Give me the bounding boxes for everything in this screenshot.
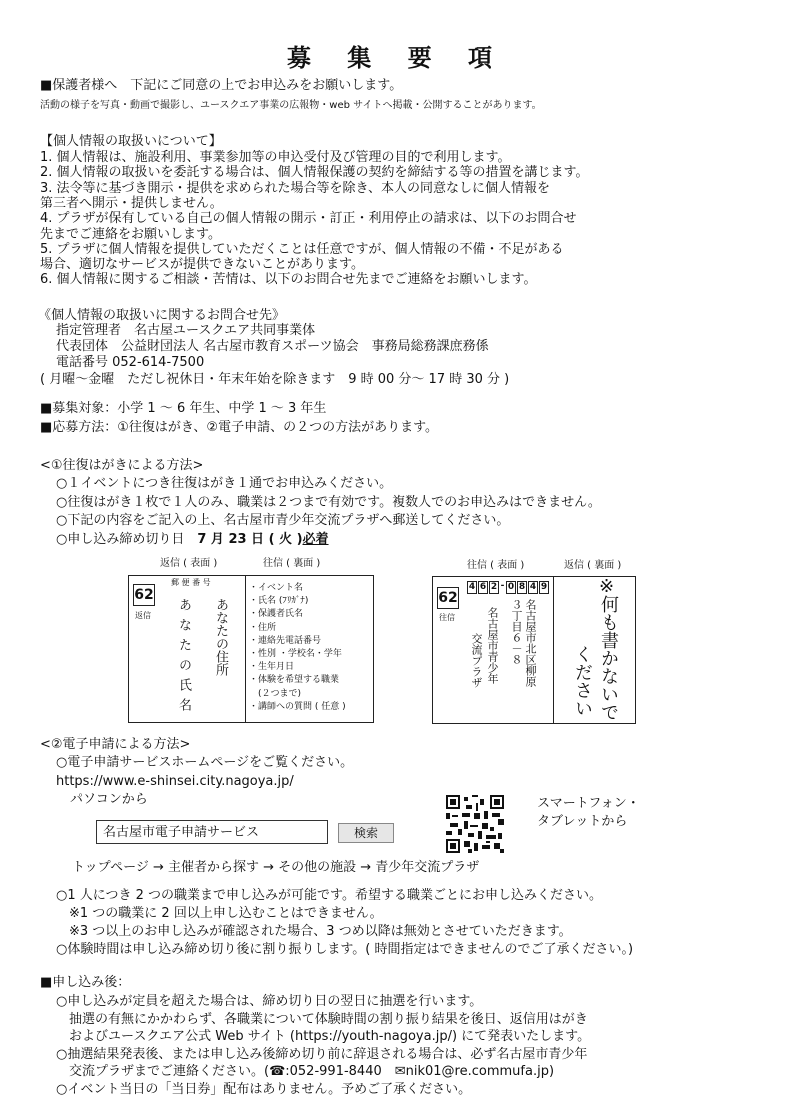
zip-digit: 4 xyxy=(468,582,476,592)
privacy-item: 6. 個人情報に関するご相談・苦情は、以下のお問合せ先までご連絡をお願いします。 xyxy=(40,272,537,288)
after-heading: ■申し込み後： xyxy=(40,975,131,990)
privacy-item: 5. プラザに個人情報を提供していただくことは任意ですが、個人情報の不備・不足がある xyxy=(40,241,564,257)
after-item: 抽選の有無にかかわらず、各職業について体験時間の割り振り結果を後日、返信用はがき xyxy=(56,1011,588,1027)
smartphone-label-1: スマートフォン・ xyxy=(537,796,640,811)
right-card-note-line2: ください xyxy=(572,645,593,717)
left-card-field: ・体験を希望する職業 xyxy=(249,675,340,686)
left-card-stamp-sub: 返信 xyxy=(135,611,151,620)
right-card-recipient: 名古屋市青少年 xyxy=(486,607,499,684)
left-card-field: ・講師への質問 ( 任意 ) xyxy=(249,701,346,712)
after-item: ○イベント当日の「当日券」配布はありません。予めご了承ください。 xyxy=(56,1081,472,1097)
postcard-item: ○往復はがき１枚で１人のみ、職業は２つまで有効です。複数人でのお申込みはできません。 xyxy=(56,494,601,510)
privacy-heading: 【個人情報の取扱いについて】 xyxy=(40,134,222,149)
online-pc-label: パソコンから xyxy=(70,792,148,807)
right-card-label-front: 往信 ( 表面 ) xyxy=(467,560,525,571)
left-card-field: ・性別 ・学校名・学年 xyxy=(249,649,342,659)
left-card-address: あなたの住所 xyxy=(213,598,228,676)
right-card-note-line1: 何も書かないで xyxy=(598,595,619,721)
after-item: ○抽選結果発表後、または申し込み後締め切り前に辞退される場合は、必ず名古屋市青少年 xyxy=(56,1046,588,1062)
page-title: 募 集 要 項 xyxy=(286,44,507,72)
left-card-name: あなたの氏名 xyxy=(176,598,191,718)
search-input[interactable] xyxy=(96,820,328,844)
right-card-zip xyxy=(467,581,549,594)
left-card-field: ・生年月日 xyxy=(249,662,295,673)
photo-notice: 活動の様子を写真・動画で撮影し、ユースクエア事業の広報物・web サイトへ掲載・公開することがあります。 xyxy=(40,100,542,111)
contact-heading: 《個人情報の取扱いに関するお問合せ先》 xyxy=(38,308,286,323)
navigation-path: トップページ → 主催者から探す → その他の施設 → 青少年交流プラザ xyxy=(72,860,480,875)
left-card-label-front: 返信 ( 表面 ) xyxy=(160,558,218,569)
zip-digit: 9 xyxy=(540,582,548,592)
contact-hours: ( 月曜～金曜 ただし祝休日・年末年始を除きます 9 時 00 分～ 17 時 30 分 ) xyxy=(40,372,510,387)
right-postcard xyxy=(432,576,636,724)
rule-item: ※1 つの職業に 2 回以上申し込むことはできません。 xyxy=(56,906,383,921)
right-card-recipient2: 交流プラザ xyxy=(470,633,483,688)
right-card-label-back: 返信 ( 裏面 ) xyxy=(564,560,622,571)
right-card-divider xyxy=(553,577,554,723)
zip-digit: 8 xyxy=(518,582,526,592)
privacy-item: 4. プラザが保有している自己の個人情報の開示・訂正・利用停止の請求は、以下のお問合せ xyxy=(40,211,577,227)
right-card-note-mark: ※ xyxy=(599,576,615,597)
after-item: およびユースクエア公式 Web サイト (https://youth-nagoya.jp/) にて発表いたします。 xyxy=(56,1029,591,1044)
zip-digit: - xyxy=(500,581,505,591)
contact-phone: 電話番号 052-614-7500 xyxy=(56,355,205,370)
deadline-date: 7 月 23 日 ( 火 ) xyxy=(197,532,303,547)
recruit-method: ■応募方法：①往復はがき、②電子申請、の２つの方法があります。 xyxy=(40,420,439,435)
left-card-field: ・連絡先電話番号 xyxy=(249,635,322,646)
left-card-field: ・氏名 (ﾌﾘｶﾞﾅ) xyxy=(249,596,309,607)
online-heading: <②電子申請による方法> xyxy=(40,737,191,752)
search-button[interactable]: 検索 xyxy=(338,823,394,843)
left-card-label-back: 往信 ( 裏面 ) xyxy=(263,558,321,569)
deadline-must: 必着 xyxy=(302,532,329,547)
rule-item: ○1 人につき 2 つの職業まで申し込みが可能です。希望する職業ごとにお申し込みください。 xyxy=(56,888,602,903)
left-postcard xyxy=(128,575,374,723)
deadline xyxy=(56,533,329,546)
rule-item: ※3 つ以上のお申し込みが確認された場合、3 つめ以降は無効とさせていただきます。 xyxy=(56,924,572,939)
after-item: ○申し込みが定員を超えた場合は、締め切り日の翌日に抽選を行います。 xyxy=(56,994,483,1009)
contact-manager: 指定管理者 名古屋ユースクエア共同事業体 xyxy=(56,323,316,338)
zip-digit: 6 xyxy=(479,582,487,592)
left-card-field: ・イベント名 xyxy=(249,583,304,593)
privacy-item: 2. 個人情報の取扱いを委託する場合は、個人情報保護の契約を締結する等の措置を講じます。 xyxy=(40,165,589,181)
after-item: 交流プラザまでご連絡ください。(☎:052-991-8440 ✉nik01@re.commufa.jp) xyxy=(56,1064,555,1079)
contact-rep: 代表団体 公益財団法人 名古屋市教育スポーツ協会 事務局総務課庶務係 xyxy=(56,339,489,354)
privacy-item: 3. 法令等に基づき開示・提供を求められた場合等を除き、本人の同意なしに個人情報を xyxy=(40,180,551,196)
qr-code-icon[interactable] xyxy=(446,795,504,853)
privacy-item: 場合、適切なサービスが提供できないことがあります。 xyxy=(40,257,364,273)
right-card-address2: ３丁目６－８ xyxy=(510,599,523,665)
right-card-stamp-sub: 往信 xyxy=(439,613,455,622)
postcard-item: ○１イベントにつき往復はがき１通でお申込みください。 xyxy=(56,476,393,491)
right-card-address: 名古屋市北区柳原 xyxy=(524,599,537,687)
privacy-item: 1. 個人情報は、施設利用、事業参加等の申込受付及び管理の目的で利用します。 xyxy=(40,150,511,165)
rule-item: ○体験時間は申し込み締め切り後に割り振りします。( 時間指定はできませんのでご了承ください。) xyxy=(56,942,634,957)
postcard-heading: <①往復はがきによる方法> xyxy=(40,458,204,473)
zip-digit: 2 xyxy=(490,582,498,592)
left-card-divider xyxy=(245,576,246,722)
zip-digit: 0 xyxy=(507,582,515,592)
postcard-item: ○下記の内容をご記入の上、名古屋市青少年交流プラザへ郵送してください。 xyxy=(56,513,510,528)
online-line1: ○電子申請サービスホームページをご覧ください。 xyxy=(56,755,354,770)
privacy-item: 先までご連絡をお願いします。 xyxy=(40,226,221,242)
right-card-stamp: 62 xyxy=(437,587,459,609)
privacy-item: 第三者へ開示・提供しません。 xyxy=(40,195,223,211)
left-card-field: (２つまで) xyxy=(249,688,302,699)
search-input-value: 名古屋市電子申請サービス xyxy=(103,825,260,840)
left-card-postal-label: 郵 便 番 号 xyxy=(171,578,211,587)
left-card-field: ・保護者氏名 xyxy=(249,609,304,620)
guardian-note: ■保護者様へ 下記にご同意の上でお申込みをお願いします。 xyxy=(40,78,403,93)
left-card-field: ・住所 xyxy=(249,622,277,633)
deadline-label: ○申し込み締め切り日 xyxy=(56,532,198,547)
online-url[interactable]: https://www.e-shinsei.city.nagoya.jp/ xyxy=(56,774,294,789)
smartphone-label-2: タブレットから xyxy=(537,814,628,829)
left-card-stamp: 62 xyxy=(133,584,155,606)
zip-digit: 4 xyxy=(529,582,537,592)
recruit-target: ■募集対象：小学 1 ～ 6 年生、中学 1 ～ 3 年生 xyxy=(40,401,327,416)
